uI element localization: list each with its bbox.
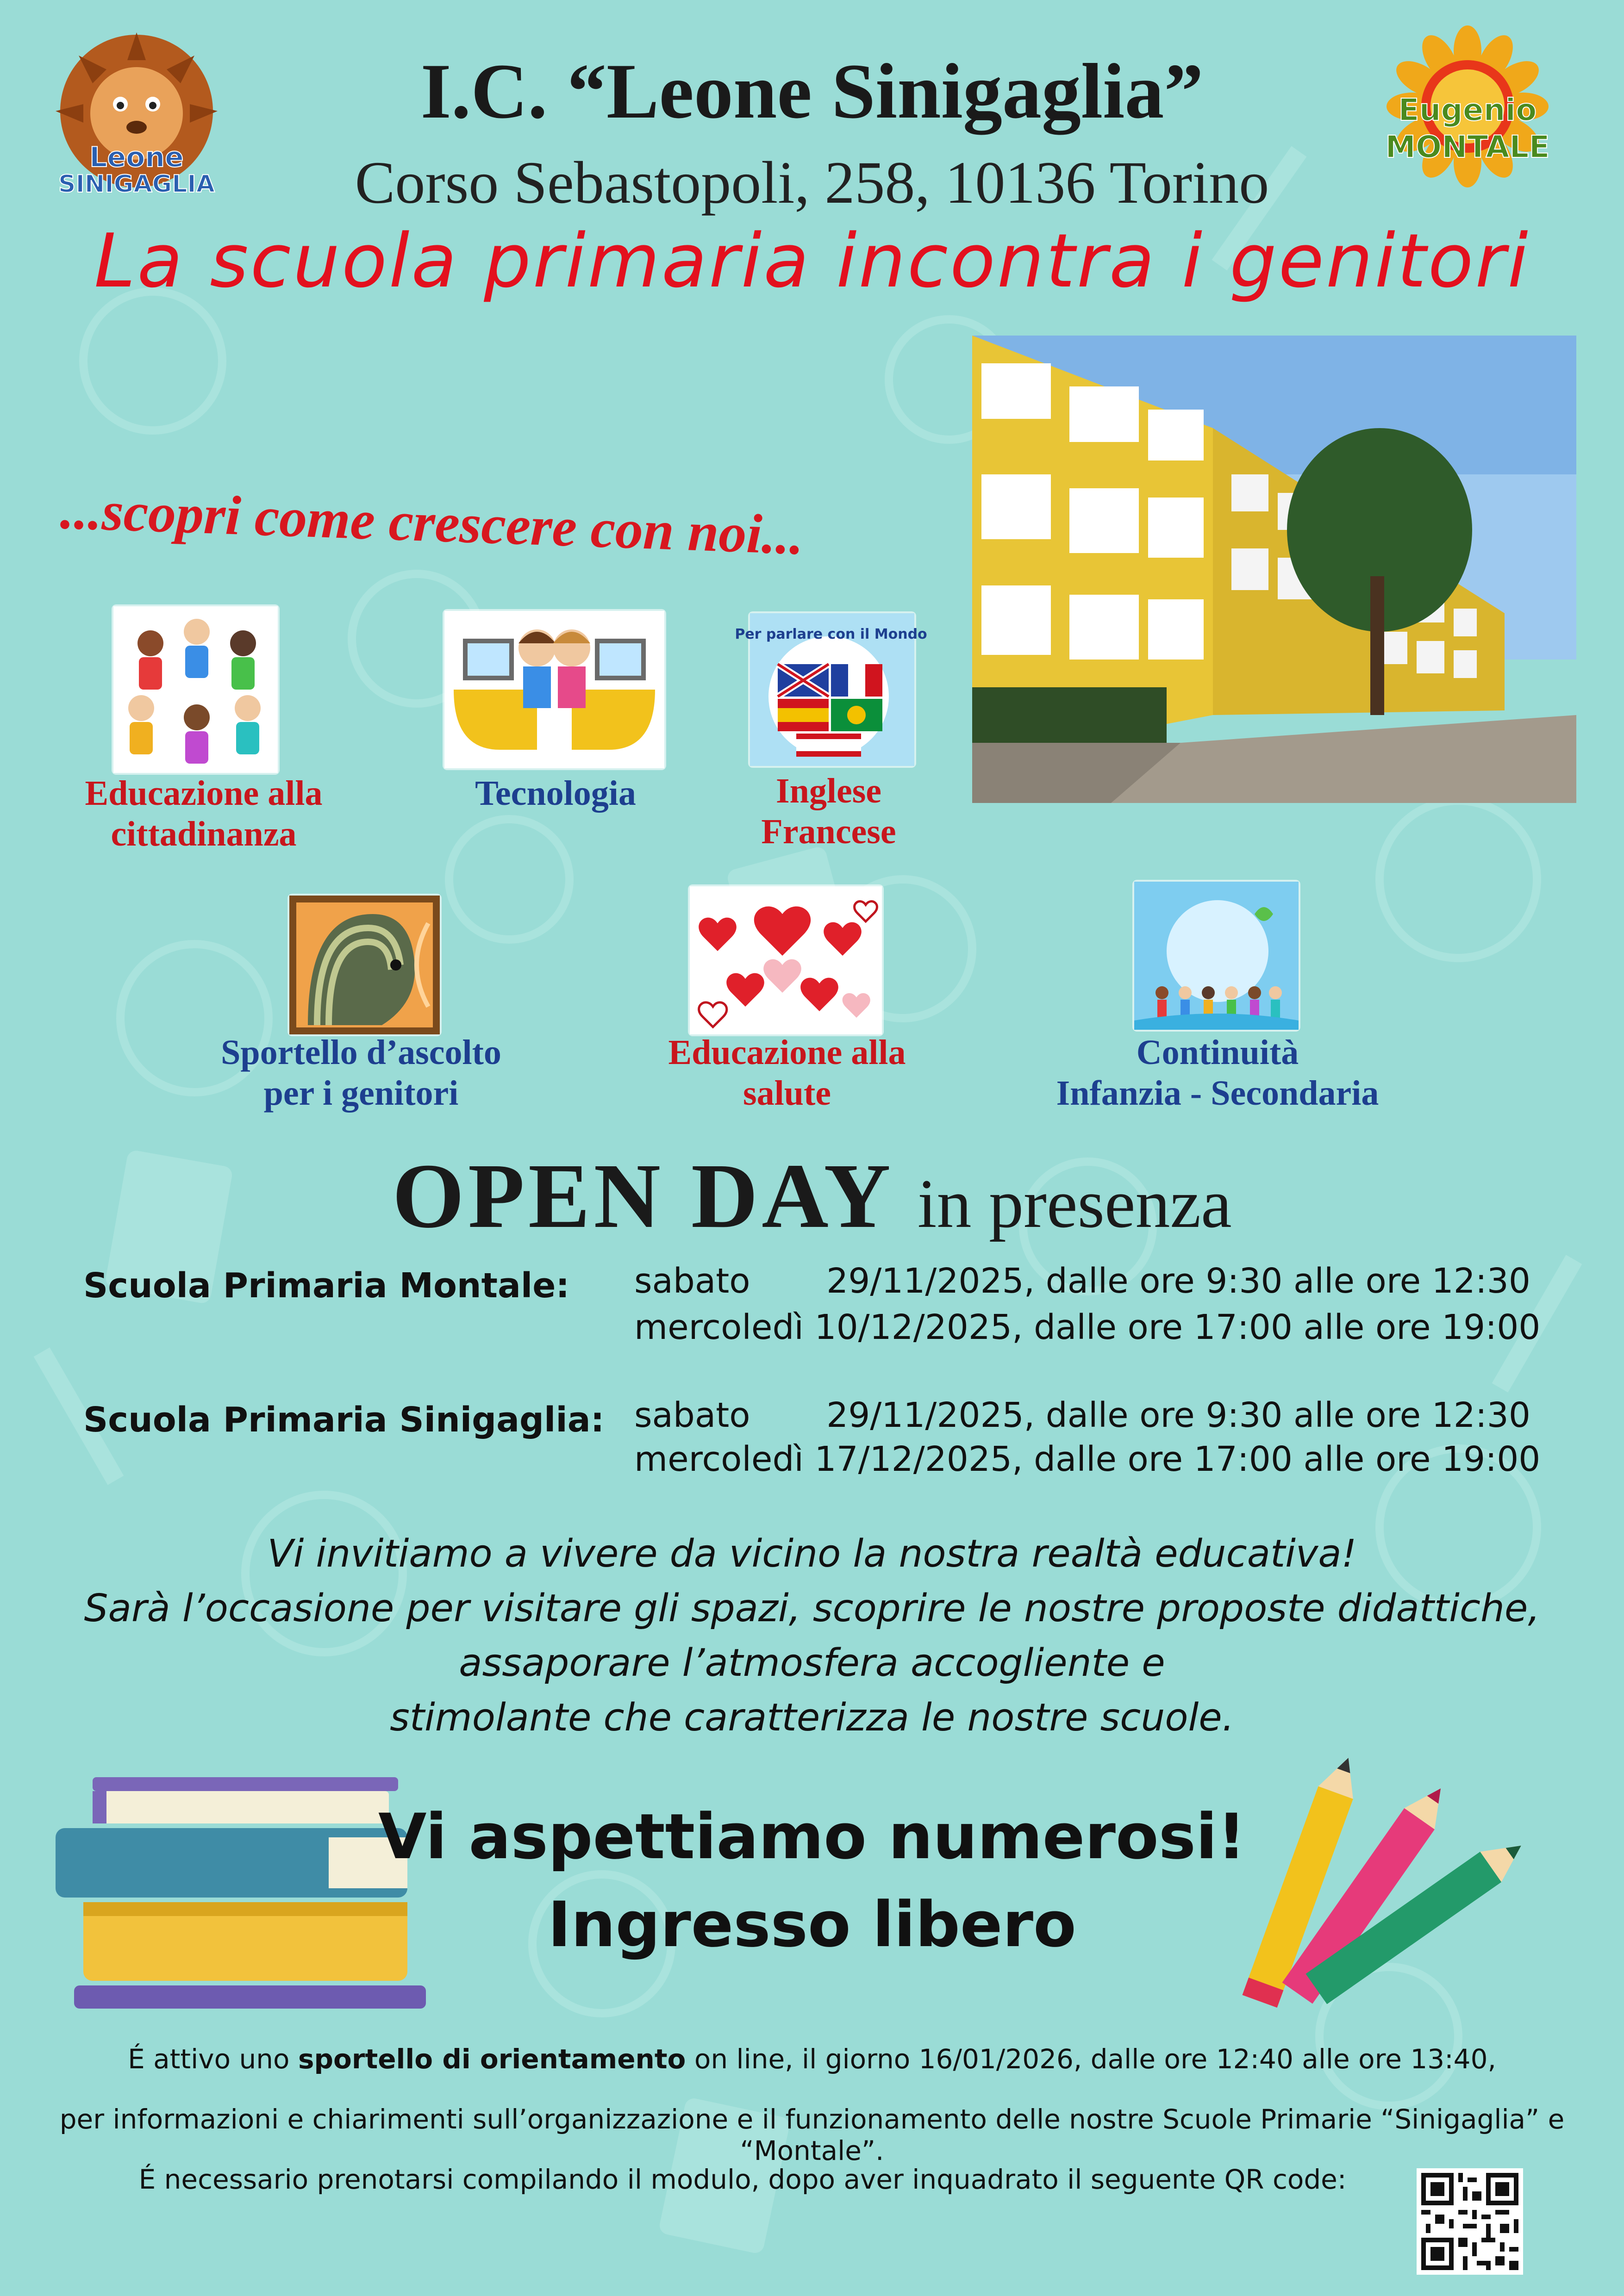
schedule-line: sabato 29/11/2025, dalle ore 9:30 alle ore 12:30 <box>634 1261 1530 1301</box>
invite-line: Vi invitiamo a vivere da vicino la nostra realtà educativa! <box>267 1532 1357 1576</box>
schedule-line: mercoledì 10/12/2025, dalle ore 17:00 alle ore 19:00 <box>634 1307 1541 1347</box>
card-line2: Francese <box>761 812 896 851</box>
card-line1: Educazione alla <box>668 1033 906 1072</box>
svg-text:MONTALE: MONTALE <box>1385 129 1550 165</box>
invite-line: stimolante che caratterizza le nostre scuole. <box>390 1696 1234 1740</box>
school-address: Corso Sebastopoli, 258, 10136 Torino <box>355 149 1269 216</box>
card-line2: per i genitori <box>263 1074 459 1113</box>
card-line1: Educazione alla <box>85 774 323 813</box>
footer-text: É attivo uno <box>128 2043 298 2075</box>
card-line2: cittadinanza <box>111 815 297 853</box>
listening-face-icon <box>289 896 440 1034</box>
card-label-tecnologia <box>398 773 713 814</box>
computer-kids-icon <box>444 611 664 768</box>
card-line2: salute <box>743 1074 831 1113</box>
card-line1: Sportello d’ascolto <box>221 1033 501 1072</box>
open-day-strong: OPEN DAY <box>392 1145 894 1247</box>
schedule-line: sabato 29/11/2025, dalle ore 9:30 alle ore 12:30 <box>634 1395 1530 1435</box>
schedule-line: mercoledì 17/12/2025, dalle ore 17:00 alle ore 19:00 <box>634 1439 1541 1479</box>
cta-welcome: Vi aspettiamo numerosi! <box>378 1800 1246 1873</box>
card-label-cittadinanza <box>46 773 361 854</box>
cta-free-entry: Ingresso libero <box>548 1888 1076 1961</box>
tagline: ...scopri come crescere con noi... <box>59 479 805 566</box>
card-line1: Tecnologia <box>475 774 636 813</box>
card-label-salute <box>630 1032 944 1114</box>
invite-line: assaporare l’atmosfera accogliente e <box>459 1641 1165 1685</box>
card-label-sportello <box>204 1032 518 1114</box>
card-line2: Infanzia - Secondaria <box>1056 1074 1379 1113</box>
flags-globe-icon <box>735 613 927 766</box>
open-day-rest: in presenza <box>917 1165 1232 1242</box>
footer-line-orientation <box>0 2043 1624 2075</box>
school-title: I.C. “Leone Sinigaglia” <box>420 48 1204 135</box>
footer-bold-text: sportello di orientamento <box>298 2043 686 2075</box>
card-line1: Inglese <box>776 772 881 810</box>
svg-text:SINIGAGLIA: SINIGAGLIA <box>58 170 215 198</box>
invite-line: Sarà l’occasione per visitare gli spazi, scoprire le nostre proposte didattiche, <box>84 1587 1540 1630</box>
svg-text:Leone: Leone <box>89 141 184 174</box>
flags-badge-text: Per parlare con il Mondo <box>735 626 927 642</box>
footer-line-info: per informazioni e chiarimenti sull’organizzazione e il funzionamento delle nostre Scuole Primarie “Sinigaglia” e “Montale”. <box>59 2103 1565 2166</box>
children-circle-icon <box>113 606 278 773</box>
footer-line-qr: É necessario prenotarsi compilando il modulo, dopo aver inquadrato il seguente QR code: <box>138 2164 1347 2195</box>
card-label-continuita <box>1009 1032 1426 1114</box>
children-sky-icon <box>1134 882 1299 1030</box>
event-subtitle: La scuola primaria incontra i genitori <box>94 218 1530 304</box>
svg-text:Eugenio: Eugenio <box>1398 92 1537 128</box>
schedule-school-sinigaglia: Scuola Primaria Sinigaglia: <box>83 1400 605 1440</box>
school-building-photo <box>972 336 1576 803</box>
open-day-heading <box>0 1143 1624 1249</box>
card-line1: Continuità <box>1136 1033 1299 1072</box>
schedule-school-montale: Scuola Primaria Montale: <box>83 1266 570 1306</box>
hearts-icon <box>690 886 882 1034</box>
card-label-lingue <box>671 771 986 852</box>
qr-code[interactable] <box>1417 2168 1523 2275</box>
footer-text: on line, il giorno 16/01/2026, dalle ore 12:40 alle ore 13:40, <box>686 2043 1496 2075</box>
